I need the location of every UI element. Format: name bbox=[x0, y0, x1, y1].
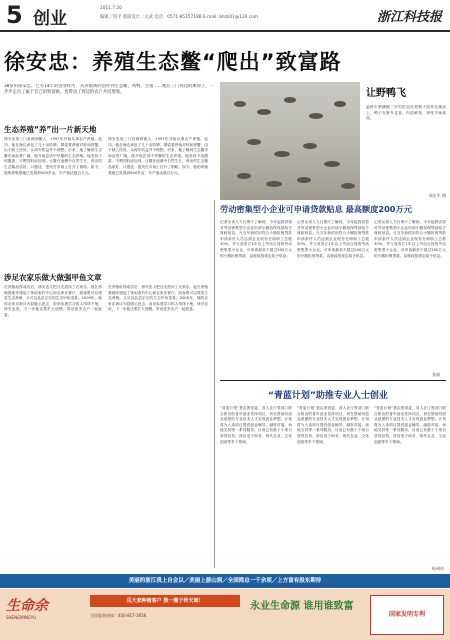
photo-caption-title: 让野鸭飞 bbox=[366, 88, 406, 99]
column-divider bbox=[214, 200, 215, 568]
photo-caption bbox=[366, 84, 446, 200]
policy-headline: 劳动密集型小企业可申请贷款贴息 最高额度200万元 bbox=[220, 204, 412, 214]
page-number: 5 bbox=[6, 1, 23, 29]
ducks-photo bbox=[220, 82, 360, 200]
program-byline: 杭州站 bbox=[432, 566, 444, 571]
issue-date: 2011.7.20 bbox=[100, 6, 122, 11]
duck-flock bbox=[234, 97, 355, 189]
section1-col2: 徐安忠是三门县海润镇人，1997年开始从事水产养殖。起初，他在海边承包了几十亩的塘，摸索着养殖对虾和青蟹，由于缺乏经验，头两年收益并不理想。后来，他了解到生态鳖市场前景广阔，便开始尝试中华鳖的生态养殖。他坚持不用激素、不喂饲料添加剂，让鳖在池塘中自然生长，养出的生态鳖品质好、口感佳，很快在市场上打开了销路。如今，他的养殖基地已发展到500多亩，年产值达数百万元。 bbox=[108, 137, 208, 175]
page-header bbox=[0, 0, 450, 32]
editor-line: 编辑／钮平 版面设计／文武 电话：0571-85157188 E-mail: bhzk01@126.com bbox=[100, 15, 258, 20]
section1-col1: 徐安忠是三门县海润镇人，1997年开始从事水产养殖。起初，他在海边承包了几十亩的塘，摸索着养殖对虾和青蟹，由于缺乏经验，头两年收益并不理想。后来，他了解到生态鳖市场前景广阔，便开始尝试中华鳖的生态养殖。他坚持不用激素、不喂饲料添加剂，让鳖在池塘中自然生长，养出的生态鳖品质好、口感佳，很快在市场上打开了销路。如今，他的养殖基地已发展到500多亩，年产值达数百万元。 bbox=[4, 137, 102, 175]
program-col3: “青蓝计划”是由团省委、省人社厅等部门联合推出的青年创业扶持项目，旨在帮助有创业意愿的专业技术人才实现创业梦想。计划将为入选项目提供创业辅导、融资对接、场地支持等一系列服务，目前已有数十个项目获得扶持，涉及电子商务、现代农业、文化创意等多个领域。 bbox=[374, 406, 446, 444]
ad-banner-text: 美丽的浙江我上自会以／美丽上游山涧／全国简总一千余项／上方富有股东期待 bbox=[128, 578, 322, 584]
section2-heading: 涉足农家乐做大做强甲鱼文章 bbox=[4, 273, 102, 282]
ad-brand-logo: 生命余 bbox=[6, 598, 48, 614]
policy-col2: 记者从省人力社保厅了解到，今年起我省将对劳动密集型小企业申请小额担保贷款给予财政贴息。凡当年新招用符合小额担保贷款申请条件人员达到企业现有在职职工总数30%、并与其签订1年以上劳动合同的劳动密集型小企业，可申请最高不超过200万元的小额担保贷款，由财政按规定给予贴息。 bbox=[297, 220, 369, 258]
photo-credit: 周宏军 摄 bbox=[428, 193, 446, 198]
program-col1: “青蓝计划”是由团省委、省人社厅等部门联合推出的青年创业扶持项目，旨在帮助有创业意愿的专业技术人才实现创业梦想。计划将为入选项目提供创业辅导、融资对接、场地支持等一系列服务，目前已有数十个项目获得扶持，涉及电子商务、现代农业、文化创意等多个领域。 bbox=[220, 406, 292, 444]
section-title: 创业 bbox=[33, 9, 67, 29]
program-headline: “青蓝计划”助推专业人士创业 bbox=[268, 391, 388, 401]
policy-col1: 记者从省人力社保厅了解到，今年起我省将对劳动密集型小企业申请小额担保贷款给予财政贴息。凡当年新招用符合小额担保贷款申请条件人员达到企业现有在职职工总数30%、并与其签订1年以上劳动合同的劳动密集型小企业，可申请最高不超过200万元的小额担保贷款，由财政按规定给予贴息。 bbox=[220, 220, 292, 258]
ad-slogan: 永业生命源 谁用谁致富 bbox=[250, 601, 354, 612]
section2-col2: 在养殖取得成功后，徐安忠又把目光投向了农家乐。他在养殖基地旁建起了休闲垂钓中心和农家乐餐厅，游客既可以观赏生态养殖，又可以品尝正宗的生态甲鱼菜肴。2009年，他的农家乐被评为县级示范点，前来参观学习的人络绎不绝。徐安忠说，下一步他还要扩大规模，带动更多农户一起致富。 bbox=[108, 285, 208, 312]
ad-block[interactable] bbox=[0, 589, 450, 640]
photo-caption-text: 温岭市箬横镇三甲村的农民将鸭子放养在滩涂上，鸭子在野外觅食，肉质鲜美，深受市场欢迎。 bbox=[366, 105, 446, 121]
ad-hotline: 全国服务热线：400-817-3656 bbox=[90, 613, 147, 618]
program-col2: “青蓝计划”是由团省委、省人社厅等部门联合推出的青年创业扶持项目，旨在帮助有创业意愿的专业技术人才实现创业梦想。计划将为入选项目提供创业辅导、融资对接、场地支持等一系列服务，目前已有数十个项目获得扶持，涉及电子商务、现代农业、文化创意等多个领域。 bbox=[297, 406, 369, 444]
section2-col1: 在养殖取得成功后，徐安忠又把目光投向了农家乐。他在养殖基地旁建起了休闲垂钓中心和农家乐餐厅，游客既可以观赏生态养殖，又可以品尝正宗的生态甲鱼菜肴。2009年，他的农家乐被评为县级示范点，前来参观学习的人络绎不绝。徐安忠说，下一步他还要扩大规模，带动更多农户一起致富。 bbox=[4, 285, 102, 317]
ad-banner[interactable] bbox=[0, 574, 450, 588]
lead-lede: 38岁的徐安忠，已有14年的创业经历，从养殖场的创办到生态鳖、鸡鸭、生猪……他在三门湾边的滩涂上，一步步走出了属于自己的致富路，也带动了周边的农户共同增收。 bbox=[4, 84, 214, 96]
policy-col3: 记者从省人力社保厅了解到，今年起我省将对劳动密集型小企业申请小额担保贷款给予财政贴息。凡当年新招用符合小额担保贷款申请条件人员达到企业现有在职职工总数30%、并与其签订1年以上劳动合同的劳动密集型小企业，可申请最高不超过200万元的小额担保贷款，由财政按规定给予贴息。 bbox=[374, 220, 446, 258]
policy-byline: 张丽 bbox=[432, 372, 440, 377]
story-divider bbox=[220, 380, 446, 381]
ad-tagline: 瓜大家种植客户 独一圈子传天域！ bbox=[90, 595, 240, 607]
ad-patent-box: 国家发明专利 bbox=[370, 595, 444, 635]
ad-brand-sub: SHENGMINGYU bbox=[6, 615, 37, 620]
section1-heading: 生态养殖“养”出一片新天地 bbox=[4, 125, 97, 134]
newspaper-brand: 浙江科技报 bbox=[376, 10, 442, 25]
lead-headline: 徐安忠：养殖生态鳖“爬出”致富路 bbox=[4, 50, 342, 74]
